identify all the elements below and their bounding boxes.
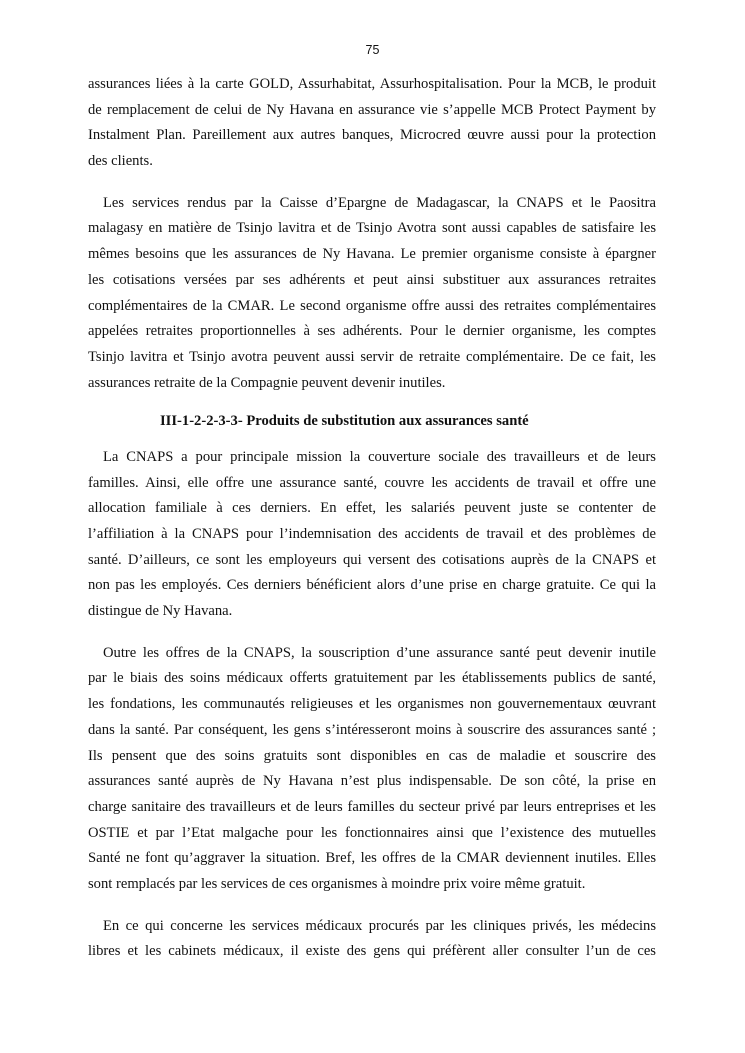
document-body xyxy=(88,72,656,965)
heading-text: III-1-2-2-3-3- Produits de substitution aux assurances santé xyxy=(160,413,529,430)
text-line: complémentaires de la CMAR. Le second organisme offre aussi des retraites complémentaires xyxy=(88,297,656,314)
text-line: les cotisations versées par ses adhérents et peut ainsi substituer aux assurances retraites xyxy=(88,271,656,288)
text-line: Tsinjo lavitra et Tsinjo avotra peuvent aussi servir de retraite complémentaire. De ce fait, les xyxy=(88,348,656,365)
text-line: OSTIE et par l’Etat malgache pour les fonctionnaires ainsi que l’existence des mutuelles xyxy=(88,824,656,841)
text-line: des clients. xyxy=(88,153,153,170)
text-line: libres et les cabinets médicaux, il existe des gens qui préfèrent aller consulter l’un de ces xyxy=(88,943,656,960)
text-line: La CNAPS a pour principale mission la couverture sociale des travailleurs et de leurs xyxy=(103,448,656,465)
text-line: dans la santé. Par conséquent, les gens s’intéresseront moins à souscrire des assurances santé ; xyxy=(88,721,656,738)
text-line: l’affiliation à la CNAPS pour l’indemnisation des accidents de travail et des problèmes de xyxy=(88,526,656,542)
text-line: distingue de Ny Havana. xyxy=(88,603,233,620)
paragraph xyxy=(88,191,656,397)
text-line: Les services rendus par la Caisse d’Epargne de Madagascar, la CNAPS et le Paositra xyxy=(103,194,656,211)
text-line: appelées retraites proportionnelles à ses adhérents. Pour le dernier organisme, les comptes xyxy=(88,323,656,340)
paragraph xyxy=(88,641,656,898)
text-line: allocation familiale à ces derniers. En effet, les salariés peuvent juste se contenter de xyxy=(88,500,656,517)
text-line: Ils pensent que des soins gratuits sont disponibles en cas de maladie et souscrire des xyxy=(88,747,656,764)
text-line: Outre les offres de la CNAPS, la souscription d’une assurance santé peut devenir inutile xyxy=(103,644,656,661)
text-line: charge sanitaire des travailleurs et de leurs familles du secteur privé par leurs entreprises et les xyxy=(88,798,656,815)
paragraph xyxy=(88,72,656,175)
text-line: sont remplacés par les services de ces organismes à moindre prix voire même gratuit. xyxy=(88,875,586,892)
page-number: 75 xyxy=(365,43,380,57)
text-line: En ce qui concerne les services médicaux procurés par les cliniques privés, les médecins xyxy=(103,917,656,934)
paragraph xyxy=(88,445,656,625)
paragraph xyxy=(88,914,656,965)
text-line: Instalment Plan. Pareillement aux autres banques, Microcred œuvre aussi pour la protection xyxy=(88,127,656,144)
section-heading xyxy=(88,409,656,435)
text-line: par le biais des soins médicaux offerts gratuitement par les établissements publics de santé, xyxy=(88,670,656,687)
text-line: malagasy en matière de Tsinjo lavitra et de Tsinjo Avotra sont aussi capables de satisfaire les xyxy=(88,220,656,237)
text-line: de remplacement de celui de Ny Havana en assurance vie s’appelle MCB Protect Payment by xyxy=(88,101,656,118)
text-line: assurances retraite de la Compagnie peuvent devenir inutiles. xyxy=(88,374,446,391)
text-line: assurances liées à la carte GOLD, Assurhabitat, Assurhospitalisation. Pour la MCB, le produit xyxy=(88,76,656,92)
text-line: assurances santé auprès de Ny Havana n’est plus indispensable. De son côté, la prise en xyxy=(88,773,656,790)
text-line: santé. D’ailleurs, ce sont les employeurs qui versent des cotisations auprès de la CNAPS et xyxy=(88,551,656,568)
text-line: non pas les employés. Ces derniers bénéficient alors d’une prise en charge gratuite. Ce qui la xyxy=(88,577,656,594)
text-line: mêmes besoins que les assurances de Ny Havana. Le premier organisme consiste à épargner xyxy=(88,246,656,263)
text-line: familles. Ainsi, elle offre une assurance santé, couvre les accidents de travail et offre une xyxy=(88,474,656,491)
text-line: les fondations, les communautés religieuses et les organismes non gouvernementaux œuvrant xyxy=(88,696,656,713)
text-line: Santé ne font qu’aggraver la situation. Bref, les offres de la CMAR deviennent inutiles. Elles xyxy=(88,850,656,867)
